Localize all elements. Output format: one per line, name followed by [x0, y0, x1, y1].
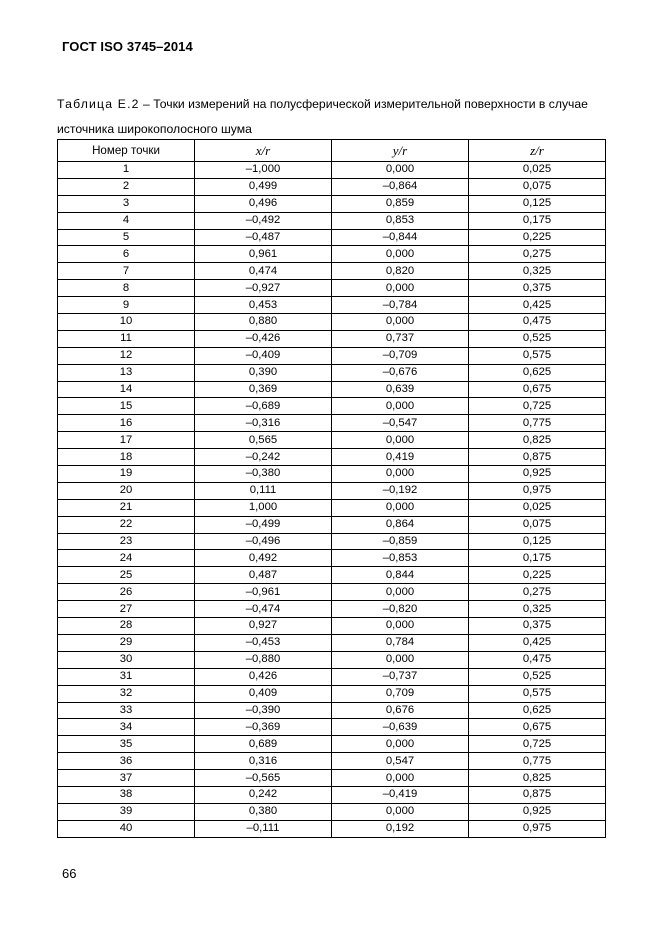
cell-point-number: 39	[58, 803, 195, 820]
cell-point-number: 13	[58, 364, 195, 381]
cell-x-over-r: –0,880	[195, 651, 332, 668]
cell-x-over-r: –0,453	[195, 634, 332, 651]
cell-y-over-r: –0,859	[332, 533, 469, 550]
cell-point-number: 32	[58, 685, 195, 702]
cell-x-over-r: 0,369	[195, 381, 332, 398]
table-row	[58, 685, 606, 702]
table-row	[58, 770, 606, 787]
cell-point-number: 5	[58, 229, 195, 246]
cell-x-over-r: 0,316	[195, 753, 332, 770]
cell-point-number: 24	[58, 550, 195, 567]
table-row	[58, 432, 606, 449]
cell-z-over-r: 0,125	[469, 533, 606, 550]
table-row	[58, 381, 606, 398]
cell-point-number: 21	[58, 499, 195, 516]
cell-y-over-r: –0,737	[332, 668, 469, 685]
cell-point-number: 6	[58, 246, 195, 263]
table-row	[58, 178, 606, 195]
column-header-z-over-r: z/r	[469, 140, 606, 162]
table-row	[58, 550, 606, 567]
table-row	[58, 584, 606, 601]
cell-y-over-r: –0,820	[332, 601, 469, 618]
cell-y-over-r: 0,676	[332, 702, 469, 719]
cell-y-over-r: –0,547	[332, 415, 469, 432]
table-body	[58, 162, 606, 838]
cell-y-over-r: –0,676	[332, 364, 469, 381]
cell-point-number: 25	[58, 567, 195, 584]
cell-point-number: 14	[58, 381, 195, 398]
cell-x-over-r: –0,487	[195, 229, 332, 246]
cell-z-over-r: 0,325	[469, 601, 606, 618]
cell-y-over-r: 0,000	[332, 162, 469, 179]
cell-x-over-r: 0,880	[195, 314, 332, 331]
table-row	[58, 314, 606, 331]
table-row	[58, 516, 606, 533]
cell-point-number: 17	[58, 432, 195, 449]
cell-point-number: 12	[58, 347, 195, 364]
table-row	[58, 229, 606, 246]
cell-x-over-r: –0,242	[195, 449, 332, 466]
cell-z-over-r: 0,625	[469, 702, 606, 719]
table-row	[58, 820, 606, 837]
cell-x-over-r: 1,000	[195, 499, 332, 516]
cell-point-number: 28	[58, 618, 195, 635]
cell-point-number: 27	[58, 601, 195, 618]
cell-point-number: 31	[58, 668, 195, 685]
cell-y-over-r: 0,639	[332, 381, 469, 398]
cell-y-over-r: 0,000	[332, 584, 469, 601]
cell-z-over-r: 0,575	[469, 685, 606, 702]
cell-y-over-r: 0,737	[332, 330, 469, 347]
cell-point-number: 33	[58, 702, 195, 719]
cell-x-over-r: –0,961	[195, 584, 332, 601]
cell-z-over-r: 0,975	[469, 820, 606, 837]
cell-z-over-r: 0,475	[469, 651, 606, 668]
cell-x-over-r: –0,390	[195, 702, 332, 719]
table-row	[58, 347, 606, 364]
cell-x-over-r: 0,426	[195, 668, 332, 685]
document-header: ГОСТ ISO 3745–2014	[62, 39, 193, 54]
cell-y-over-r: 0,419	[332, 449, 469, 466]
cell-z-over-r: 0,775	[469, 753, 606, 770]
table-row	[58, 449, 606, 466]
cell-z-over-r: 0,525	[469, 330, 606, 347]
table-row	[58, 364, 606, 381]
cell-y-over-r: 0,000	[332, 466, 469, 483]
cell-point-number: 40	[58, 820, 195, 837]
table-row	[58, 398, 606, 415]
cell-z-over-r: 0,025	[469, 499, 606, 516]
cell-y-over-r: 0,000	[332, 398, 469, 415]
cell-z-over-r: 0,375	[469, 618, 606, 635]
cell-z-over-r: 0,275	[469, 246, 606, 263]
cell-y-over-r: –0,844	[332, 229, 469, 246]
table-row	[58, 499, 606, 516]
table-row	[58, 482, 606, 499]
cell-x-over-r: –0,565	[195, 770, 332, 787]
table-row	[58, 263, 606, 280]
cell-point-number: 10	[58, 314, 195, 331]
cell-z-over-r: 0,375	[469, 280, 606, 297]
table-row	[58, 786, 606, 803]
cell-z-over-r: 0,175	[469, 212, 606, 229]
table-row	[58, 533, 606, 550]
cell-z-over-r: 0,125	[469, 195, 606, 212]
table-row	[58, 195, 606, 212]
cell-z-over-r: 0,775	[469, 415, 606, 432]
cell-x-over-r: 0,390	[195, 364, 332, 381]
cell-x-over-r: –0,927	[195, 280, 332, 297]
table-row	[58, 702, 606, 719]
cell-point-number: 8	[58, 280, 195, 297]
cell-x-over-r: 0,565	[195, 432, 332, 449]
cell-x-over-r: 0,487	[195, 567, 332, 584]
cell-x-over-r: 0,453	[195, 297, 332, 314]
cell-x-over-r: 0,474	[195, 263, 332, 280]
cell-z-over-r: 0,875	[469, 786, 606, 803]
cell-x-over-r: 0,409	[195, 685, 332, 702]
cell-y-over-r: –0,784	[332, 297, 469, 314]
cell-x-over-r: –0,316	[195, 415, 332, 432]
cell-y-over-r: 0,864	[332, 516, 469, 533]
cell-z-over-r: 0,625	[469, 364, 606, 381]
cell-y-over-r: 0,859	[332, 195, 469, 212]
cell-y-over-r: –0,639	[332, 719, 469, 736]
measurement-points-table	[57, 139, 606, 838]
cell-y-over-r: 0,853	[332, 212, 469, 229]
table-row	[58, 466, 606, 483]
cell-y-over-r: –0,853	[332, 550, 469, 567]
cell-point-number: 3	[58, 195, 195, 212]
table-row	[58, 567, 606, 584]
cell-z-over-r: 0,525	[469, 668, 606, 685]
cell-x-over-r: –0,499	[195, 516, 332, 533]
cell-y-over-r: 0,844	[332, 567, 469, 584]
table-row	[58, 803, 606, 820]
cell-z-over-r: 0,725	[469, 736, 606, 753]
cell-y-over-r: –0,419	[332, 786, 469, 803]
cell-point-number: 1	[58, 162, 195, 179]
cell-x-over-r: –0,496	[195, 533, 332, 550]
cell-z-over-r: 0,075	[469, 178, 606, 195]
column-header-y-over-r: y/r	[332, 140, 469, 162]
cell-point-number: 4	[58, 212, 195, 229]
cell-x-over-r: 0,492	[195, 550, 332, 567]
cell-z-over-r: 0,175	[469, 550, 606, 567]
cell-x-over-r: –0,689	[195, 398, 332, 415]
cell-point-number: 38	[58, 786, 195, 803]
cell-y-over-r: 0,000	[332, 499, 469, 516]
cell-z-over-r: 0,825	[469, 432, 606, 449]
cell-point-number: 35	[58, 736, 195, 753]
cell-y-over-r: 0,000	[332, 246, 469, 263]
cell-point-number: 19	[58, 466, 195, 483]
cell-z-over-r: 0,225	[469, 567, 606, 584]
cell-z-over-r: 0,675	[469, 381, 606, 398]
cell-y-over-r: 0,192	[332, 820, 469, 837]
cell-y-over-r: 0,000	[332, 432, 469, 449]
cell-point-number: 30	[58, 651, 195, 668]
cell-point-number: 29	[58, 634, 195, 651]
cell-x-over-r: 0,689	[195, 736, 332, 753]
cell-z-over-r: 0,575	[469, 347, 606, 364]
cell-x-over-r: 0,961	[195, 246, 332, 263]
cell-x-over-r: –0,409	[195, 347, 332, 364]
cell-y-over-r: –0,192	[332, 482, 469, 499]
cell-x-over-r: –0,426	[195, 330, 332, 347]
cell-y-over-r: –0,864	[332, 178, 469, 195]
cell-y-over-r: 0,000	[332, 618, 469, 635]
table-row	[58, 601, 606, 618]
cell-x-over-r: –0,369	[195, 719, 332, 736]
table-row	[58, 212, 606, 229]
cell-point-number: 11	[58, 330, 195, 347]
cell-y-over-r: 0,000	[332, 770, 469, 787]
table-row	[58, 719, 606, 736]
cell-y-over-r: 0,784	[332, 634, 469, 651]
cell-point-number: 23	[58, 533, 195, 550]
cell-z-over-r: 0,725	[469, 398, 606, 415]
table-row	[58, 634, 606, 651]
cell-x-over-r: –0,111	[195, 820, 332, 837]
cell-z-over-r: 0,325	[469, 263, 606, 280]
cell-point-number: 7	[58, 263, 195, 280]
table-row	[58, 162, 606, 179]
cell-x-over-r: 0,380	[195, 803, 332, 820]
cell-x-over-r: –0,380	[195, 466, 332, 483]
cell-x-over-r: 0,927	[195, 618, 332, 635]
cell-point-number: 22	[58, 516, 195, 533]
cell-z-over-r: 0,675	[469, 719, 606, 736]
cell-y-over-r: 0,547	[332, 753, 469, 770]
cell-y-over-r: 0,820	[332, 263, 469, 280]
cell-x-over-r: –0,474	[195, 601, 332, 618]
cell-z-over-r: 0,025	[469, 162, 606, 179]
cell-y-over-r: 0,000	[332, 280, 469, 297]
cell-z-over-r: 0,825	[469, 770, 606, 787]
table-row	[58, 651, 606, 668]
cell-z-over-r: 0,475	[469, 314, 606, 331]
cell-z-over-r: 0,425	[469, 297, 606, 314]
cell-x-over-r: 0,242	[195, 786, 332, 803]
table-row	[58, 618, 606, 635]
cell-y-over-r: –0,709	[332, 347, 469, 364]
table-row	[58, 753, 606, 770]
cell-point-number: 2	[58, 178, 195, 195]
table-row	[58, 668, 606, 685]
cell-x-over-r: –0,492	[195, 212, 332, 229]
cell-z-over-r: 0,275	[469, 584, 606, 601]
column-header-point-number: Номер точки	[58, 140, 195, 162]
cell-x-over-r: 0,496	[195, 195, 332, 212]
table-row	[58, 415, 606, 432]
table-row	[58, 297, 606, 314]
table-row	[58, 736, 606, 753]
cell-point-number: 34	[58, 719, 195, 736]
table-caption	[57, 92, 607, 142]
cell-y-over-r: 0,000	[332, 736, 469, 753]
cell-z-over-r: 0,225	[469, 229, 606, 246]
cell-z-over-r: 0,425	[469, 634, 606, 651]
cell-point-number: 15	[58, 398, 195, 415]
cell-point-number: 16	[58, 415, 195, 432]
cell-point-number: 26	[58, 584, 195, 601]
cell-z-over-r: 0,975	[469, 482, 606, 499]
table-caption-text: – Точки измерений на полусферической измерительной поверхности в случае источника широкополосного шума	[57, 97, 588, 136]
cell-y-over-r: 0,000	[332, 651, 469, 668]
table-row	[58, 246, 606, 263]
cell-x-over-r: –1,000	[195, 162, 332, 179]
table-caption-label: Таблица Е.2	[57, 97, 140, 111]
page-number: 66	[62, 866, 77, 881]
cell-z-over-r: 0,925	[469, 466, 606, 483]
cell-point-number: 18	[58, 449, 195, 466]
cell-x-over-r: 0,111	[195, 482, 332, 499]
cell-y-over-r: 0,709	[332, 685, 469, 702]
table-row	[58, 330, 606, 347]
cell-point-number: 37	[58, 770, 195, 787]
cell-z-over-r: 0,925	[469, 803, 606, 820]
cell-y-over-r: 0,000	[332, 314, 469, 331]
cell-point-number: 20	[58, 482, 195, 499]
cell-point-number: 9	[58, 297, 195, 314]
table-row	[58, 280, 606, 297]
column-header-x-over-r: x/r	[195, 140, 332, 162]
cell-y-over-r: 0,000	[332, 803, 469, 820]
cell-z-over-r: 0,075	[469, 516, 606, 533]
cell-point-number: 36	[58, 753, 195, 770]
table-header-row	[58, 140, 606, 162]
cell-x-over-r: 0,499	[195, 178, 332, 195]
cell-z-over-r: 0,875	[469, 449, 606, 466]
